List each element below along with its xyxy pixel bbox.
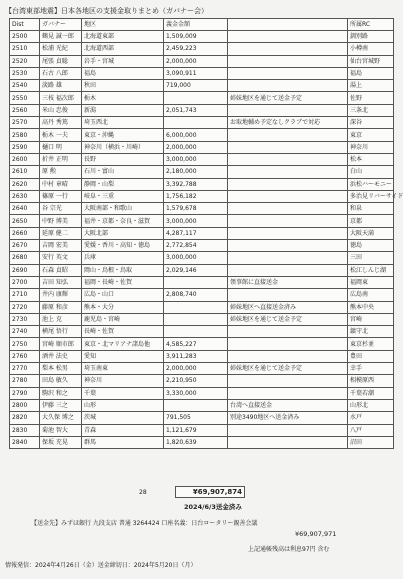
club-cell: 豊田	[348, 350, 394, 362]
note-cell	[228, 43, 348, 55]
amount-cell: 2,000,000	[164, 141, 228, 153]
governor-cell: 伊藤 三之	[40, 399, 82, 411]
governor-cell: 栃木 一夫	[40, 129, 82, 141]
governor-cell: 松浦 光紀	[40, 43, 82, 55]
note-cell	[228, 350, 348, 362]
club-cell: 多治見リバーサイド	[348, 190, 394, 202]
note-cell: 姉妹地区を通じて送金予定	[228, 363, 348, 375]
table-row	[10, 55, 394, 67]
region-cell: 神奈川	[82, 375, 164, 387]
region-cell: 秋田	[82, 80, 164, 92]
district-cell: 2620	[10, 178, 40, 190]
district-cell: 2500	[10, 31, 40, 43]
club-cell: 深谷	[348, 117, 394, 129]
table-row	[10, 338, 394, 350]
note-cell	[228, 375, 348, 387]
club-cell: 仙台宮城野	[348, 55, 394, 67]
table-row	[10, 190, 394, 202]
table-row	[10, 141, 394, 153]
note-cell	[228, 203, 348, 215]
governor-cell: 石森 貞昭	[40, 264, 82, 276]
region-cell: 熊本・大分	[82, 301, 164, 313]
note-cell	[228, 289, 348, 301]
region-cell: 新潟	[82, 104, 164, 116]
governor-cell: 藤原 和彦	[40, 301, 82, 313]
district-cell: 2650	[10, 215, 40, 227]
note-cell: 領事館に直接送金	[228, 276, 348, 288]
region-cell: 北海道東部	[82, 31, 164, 43]
district-count: 28	[139, 489, 147, 496]
district-cell: 2720	[10, 301, 40, 313]
region-cell: 福島	[82, 67, 164, 79]
governor-cell: 田島 敏久	[40, 375, 82, 387]
club-cell: 佐野	[348, 92, 394, 104]
region-cell: 福井・京都・奈良・滋賀	[82, 215, 164, 227]
region-cell: 静岡・山梨	[82, 178, 164, 190]
governor-cell: 高丹 秀篤	[40, 117, 82, 129]
column-header: 地区	[82, 19, 164, 31]
table-row	[10, 252, 394, 264]
region-cell: 山形	[82, 399, 164, 411]
table-row	[10, 326, 394, 338]
note-cell	[228, 424, 348, 436]
district-cell: 2770	[10, 363, 40, 375]
region-cell: 岡山・鳥根・鳥取	[82, 264, 164, 276]
note-cell: 姉妹地区を通じて送金予定	[228, 313, 348, 325]
amount-cell: 1,820,639	[164, 436, 228, 448]
amount-cell: 3,090,911	[164, 67, 228, 79]
note-cell: 姉妹地区を通じて送金予定	[228, 92, 348, 104]
table-row	[10, 240, 394, 252]
governor-cell: 石古 八郎	[40, 67, 82, 79]
column-header: 義金金額	[164, 19, 228, 31]
amount-cell: 1,121,679	[164, 424, 228, 436]
note-cell	[228, 166, 348, 178]
table-row	[10, 436, 394, 448]
district-cell: 2530	[10, 67, 40, 79]
region-cell: 栃木	[82, 92, 164, 104]
amount-cell: 2,000,000	[164, 55, 228, 67]
governor-cell: 吉岡 宏美	[40, 240, 82, 252]
governor-cell: 延原 健二	[40, 227, 82, 239]
district-cell: 2690	[10, 264, 40, 276]
region-cell: 青森	[82, 424, 164, 436]
column-header: 所属RC	[348, 19, 394, 31]
governor-cell: 米山 忠俊	[40, 104, 82, 116]
column-header	[228, 19, 348, 31]
region-cell: 北海道西部	[82, 43, 164, 55]
amount-cell: 4,585,227	[164, 338, 228, 350]
table-row	[10, 31, 394, 43]
amount-cell: 4,287,117	[164, 227, 228, 239]
club-cell: 京都	[348, 215, 394, 227]
district-cell: 2590	[10, 141, 40, 153]
note-cell	[228, 338, 348, 350]
column-header: Dist	[10, 19, 40, 31]
governor-cell: 尾張 貞聡	[40, 55, 82, 67]
region-cell: 長崎・佐賀	[82, 326, 164, 338]
table-row	[10, 67, 394, 79]
district-cell: 2780	[10, 375, 40, 387]
region-cell: 岩手・宮城	[82, 55, 164, 67]
table-row	[10, 104, 394, 116]
table-row	[10, 117, 394, 129]
governor-cell: 谷 宗光	[40, 203, 82, 215]
governor-cell: 梨本 松男	[40, 363, 82, 375]
amount-cell	[164, 399, 228, 411]
table-row	[10, 313, 394, 325]
paid-note: 2024/6/3送金済み	[184, 503, 242, 511]
district-cell: 2520	[10, 55, 40, 67]
club-cell: 相模原西	[348, 375, 394, 387]
table-row	[10, 387, 394, 399]
governor-cell: 鶴見 誠一郎	[40, 31, 82, 43]
amount-cell: 3,392,788	[164, 178, 228, 190]
amount-cell	[164, 276, 228, 288]
district-cell: 2580	[10, 129, 40, 141]
table-row	[10, 301, 394, 313]
amount-cell: 3,000,000	[164, 153, 228, 165]
table-row	[10, 264, 394, 276]
amount-cell: 3,000,000	[164, 215, 228, 227]
club-cell: 幸手	[348, 363, 394, 375]
table-header-row	[10, 19, 394, 31]
governor-cell: 安行 英文	[40, 252, 82, 264]
table-row	[10, 43, 394, 55]
note-cell	[228, 252, 348, 264]
note-cell	[228, 436, 348, 448]
region-cell: 東京・沖縄	[82, 129, 164, 141]
club-cell: 千葉若潮	[348, 387, 394, 399]
amount-cell: 2,808,740	[164, 289, 228, 301]
governor-cell: 樋口 明	[40, 141, 82, 153]
club-cell: 熊本中央	[348, 301, 394, 313]
governor-cell: 吉田 知弘	[40, 276, 82, 288]
club-cell: 福島	[348, 67, 394, 79]
club-cell: 小樽南	[348, 43, 394, 55]
note-cell	[228, 104, 348, 116]
district-cell: 2740	[10, 326, 40, 338]
table-row	[10, 375, 394, 387]
club-cell: 和泉	[348, 203, 394, 215]
district-cell: 2670	[10, 240, 40, 252]
district-cell: 2560	[10, 104, 40, 116]
table-row	[10, 166, 394, 178]
district-cell: 2510	[10, 43, 40, 55]
amount-cell: 1,579,678	[164, 203, 228, 215]
region-cell: 長野	[82, 153, 164, 165]
amount-cell	[164, 117, 228, 129]
region-cell: 群馬	[82, 436, 164, 448]
note-cell	[228, 326, 348, 338]
club-cell: 三条北	[348, 104, 394, 116]
note-cell	[228, 153, 348, 165]
club-cell: 福岡東	[348, 276, 394, 288]
club-cell: 大阪天満	[348, 227, 394, 239]
district-cell: 2710	[10, 289, 40, 301]
club-cell: 徳島	[348, 240, 394, 252]
club-cell: 広島南	[348, 289, 394, 301]
district-cell: 2570	[10, 117, 40, 129]
region-cell: 埼玉南東	[82, 363, 164, 375]
amount-cell: 2,000,000	[164, 363, 228, 375]
governor-cell: 横尾 悟行	[40, 326, 82, 338]
region-cell: 大阪南部・和歌山	[82, 203, 164, 215]
region-cell: 神奈川（横浜・川崎）	[82, 141, 164, 153]
governor-cell: 菊池 智大	[40, 424, 82, 436]
note-cell	[228, 67, 348, 79]
table-row	[10, 178, 394, 190]
region-cell: 大阪北部	[82, 227, 164, 239]
district-cell: 2660	[10, 227, 40, 239]
table-row	[10, 276, 394, 288]
amount-cell: 2,459,223	[164, 43, 228, 55]
club-cell: 湯上	[348, 80, 394, 92]
governor-cell: 折井 正明	[40, 153, 82, 165]
note-cell	[228, 215, 348, 227]
club-cell: 鎮守北	[348, 326, 394, 338]
amount-cell: 1,509,009	[164, 31, 228, 43]
district-cell: 2840	[10, 436, 40, 448]
district-cell: 2540	[10, 80, 40, 92]
table-row	[10, 129, 394, 141]
note-cell	[228, 55, 348, 67]
amount-cell: 2,210,950	[164, 375, 228, 387]
amount-cell	[164, 326, 228, 338]
governor-cell: 酒井 法史	[40, 350, 82, 362]
amount-cell: 2,029,146	[164, 264, 228, 276]
region-cell: 広島・山口	[82, 289, 164, 301]
region-cell: 福岡・長崎・佐賀	[82, 276, 164, 288]
district-cell: 2730	[10, 313, 40, 325]
note-cell: お取地輔め予定なしクラブで対応	[228, 117, 348, 129]
amount-cell	[164, 313, 228, 325]
region-cell: 茨城	[82, 412, 164, 424]
governor-cell: 池上 克	[40, 313, 82, 325]
district-cell: 2700	[10, 276, 40, 288]
total-amount: ¥69,907,874	[175, 486, 245, 498]
column-header: ガバナー	[40, 19, 82, 31]
amount-cell: 3,000,000	[164, 252, 228, 264]
table-row	[10, 153, 394, 165]
region-cell: 愛媛・香川・高知・徳島	[82, 240, 164, 252]
amount-cell: 2,772,854	[164, 240, 228, 252]
note-cell	[228, 31, 348, 43]
district-cell: 2750	[10, 338, 40, 350]
note-cell	[228, 141, 348, 153]
note-cell: 姉妹地区へ直接送金済み	[228, 301, 348, 313]
table-row	[10, 289, 394, 301]
district-cell: 2830	[10, 424, 40, 436]
club-cell: 東京	[348, 129, 394, 141]
table-row	[10, 203, 394, 215]
district-cell: 2610	[10, 166, 40, 178]
amount-cell	[164, 301, 228, 313]
district-cell: 2790	[10, 387, 40, 399]
amount-cell: 3,330,000	[164, 387, 228, 399]
club-cell: 神奈川	[348, 141, 394, 153]
region-cell: 岐阜・三重	[82, 190, 164, 202]
amount-cell	[164, 92, 228, 104]
region-cell: 鹿児島・宮崎	[82, 313, 164, 325]
governor-cell: 原 勲	[40, 166, 82, 178]
table-row	[10, 227, 394, 239]
table-row	[10, 80, 394, 92]
club-cell: 浜松ハーモニー	[348, 178, 394, 190]
amount-cell: 6,000,000	[164, 129, 228, 141]
note-cell	[228, 227, 348, 239]
note-cell	[228, 240, 348, 252]
balance-amount: ¥69,907,971	[295, 530, 337, 538]
note-cell	[228, 80, 348, 92]
note-cell: 別途3490地区へ送金済み	[228, 412, 348, 424]
table-row	[10, 412, 394, 424]
amount-cell: 3,911,283	[164, 350, 228, 362]
district-cell: 2800	[10, 399, 40, 411]
club-cell: 宮崎	[348, 313, 394, 325]
district-cell: 2760	[10, 350, 40, 362]
amount-cell: 791,505	[164, 412, 228, 424]
table-row	[10, 399, 394, 411]
note-cell	[228, 387, 348, 399]
club-cell: 八戸	[348, 424, 394, 436]
club-cell: 白山	[348, 166, 394, 178]
club-cell: 東京杉並	[348, 338, 394, 350]
district-cell: 2680	[10, 252, 40, 264]
table-row	[10, 363, 394, 375]
amount-cell: 719,000	[164, 80, 228, 92]
amount-cell: 1,756,182	[164, 190, 228, 202]
governor-cell: 保坂 充晃	[40, 436, 82, 448]
district-cell: 2550	[10, 92, 40, 104]
document-title: 【台湾東部地震】日本各地区の支援金取りまとめ（ガバナー会）	[5, 7, 208, 15]
governor-cell: 駒沢 和之	[40, 387, 82, 399]
governor-cell: 淡路 雄	[40, 80, 82, 92]
table-row	[10, 350, 394, 362]
table-row	[10, 424, 394, 436]
table-row	[10, 215, 394, 227]
club-cell: 松江しんじ湖	[348, 264, 394, 276]
governor-cell: 篠原 一行	[40, 190, 82, 202]
donation-table	[9, 18, 403, 449]
bank-info: 【送金先】みずほ銀行 九段支店 普通 3264424 口座名義：日台ロータリー親善会議	[31, 520, 258, 527]
district-cell: 2600	[10, 153, 40, 165]
club-cell: 沼田	[348, 436, 394, 448]
club-cell: 山形北	[348, 399, 394, 411]
amount-cell: 2,180,000	[164, 166, 228, 178]
district-cell: 2820	[10, 412, 40, 424]
note-cell: 台湾へ直接送金	[228, 399, 348, 411]
governor-cell: 大久保 博之	[40, 412, 82, 424]
note-cell	[228, 178, 348, 190]
interest-note: 上記通帳残高は利息97円 含む	[248, 546, 330, 553]
governor-cell: 三枝 福次郎	[40, 92, 82, 104]
info-line: 情報発信：2024年4月26日（金）送金締切日：2024年5月20日（月）	[5, 562, 197, 569]
region-cell: 東京・北マリアナ諸島他	[82, 338, 164, 350]
governor-cell: 宮崎 順市郎	[40, 338, 82, 350]
note-cell	[228, 190, 348, 202]
table-row	[10, 92, 394, 104]
club-cell: 三田	[348, 252, 394, 264]
governor-cell: 中村 章晴	[40, 178, 82, 190]
amount-cell: 2,051,743	[164, 104, 228, 116]
district-cell: 2630	[10, 190, 40, 202]
region-cell: 兵庫	[82, 252, 164, 264]
note-cell	[228, 264, 348, 276]
note-cell	[228, 129, 348, 141]
club-cell: 釧別路	[348, 31, 394, 43]
club-cell: 松本	[348, 153, 394, 165]
region-cell: 石川・富山	[82, 166, 164, 178]
region-cell: 埼玉西北	[82, 117, 164, 129]
district-cell: 2640	[10, 203, 40, 215]
region-cell: 千葉	[82, 387, 164, 399]
region-cell: 愛知	[82, 350, 164, 362]
club-cell: 水戸	[348, 412, 394, 424]
governor-cell: 井内 康輝	[40, 289, 82, 301]
governor-cell: 中野 博美	[40, 215, 82, 227]
